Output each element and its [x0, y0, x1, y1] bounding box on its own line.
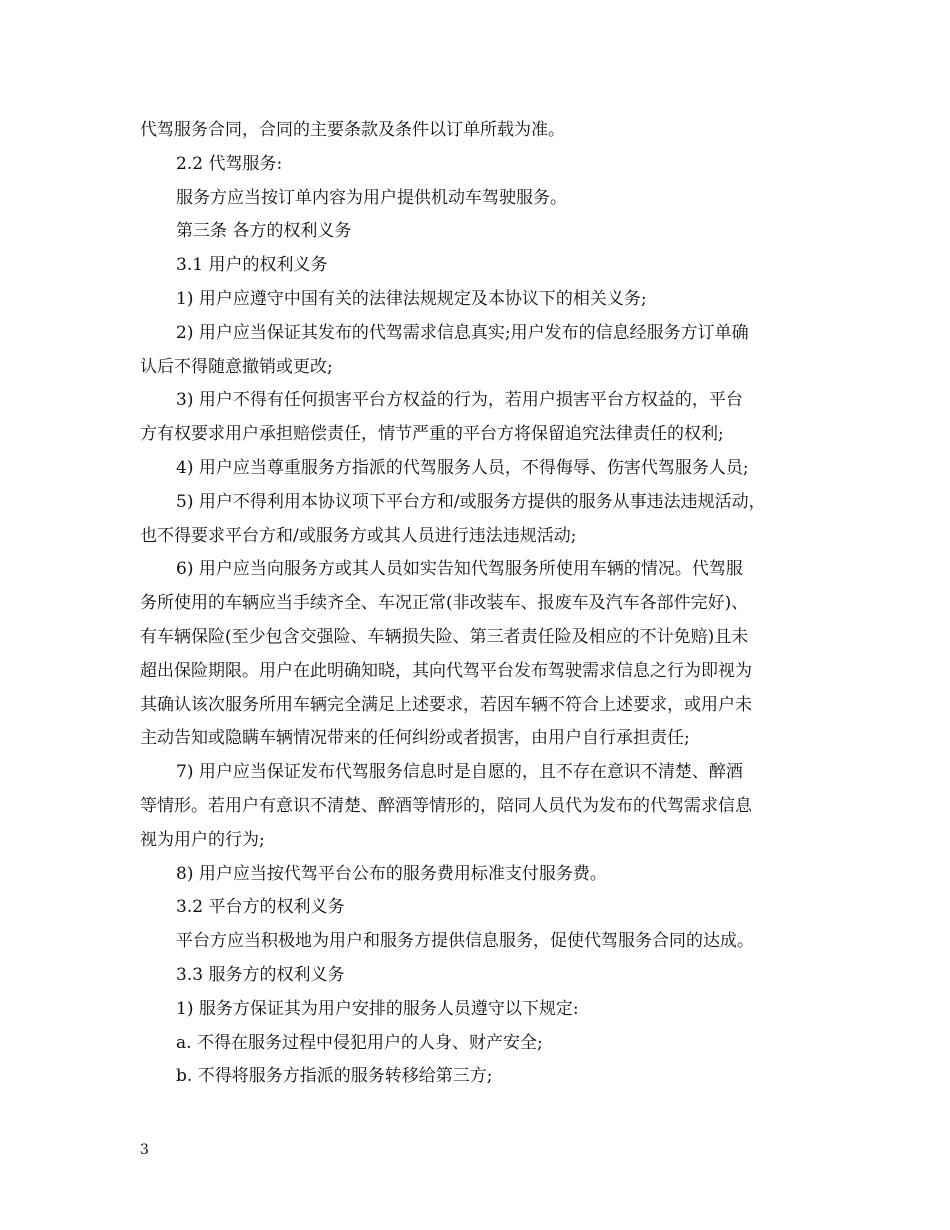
text-line: 平台方应当积极地为用户和服务方提供信息服务，促使代驾服务合同的达成。 — [176, 931, 754, 952]
text-line: 1) 用户应遵守中国有关的法律法规规定及本协议下的相关义务; — [176, 288, 647, 309]
text-line: 5) 用户不得利用本协议项下平台方和/或服务方提供的服务从事违法违规活动， — [176, 491, 766, 512]
text-line: 等情形。若用户有意识不清楚、醉酒等情形的，陪同人员代为发布的代驾需求信息 — [140, 795, 752, 816]
text-line: 服务方应当按订单内容为用户提供机动车驾驶服务。 — [176, 187, 567, 208]
text-line: 6) 用户应当向服务方或其人员如实告知代驾服务所使用车辆的情况。代驾服 — [176, 559, 743, 580]
text-line: 也不得要求平台方和/或服务方或其人员进行违法违规活动; — [140, 525, 577, 546]
text-line: 8) 用户应当按代驾平台公布的服务费用标准支付服务费。 — [176, 863, 607, 884]
text-line: 认后不得随意撤销或更改; — [140, 356, 333, 377]
text-line: 3.3 服务方的权利义务 — [176, 964, 345, 985]
text-line: 3.1 用户的权利义务 — [176, 255, 328, 276]
text-line: a. 不得在服务过程中侵犯用户的人身、财产安全; — [176, 1032, 543, 1053]
text-line: 4) 用户应当尊重服务方指派的代驾服务人员，不得侮辱、伤害代驾服务人员; — [176, 457, 749, 478]
text-line: 3) 用户不得有任何损害平台方权益的行为，若用户损害平台方权益的，平台 — [176, 390, 743, 411]
text-line: 超出保险期限。用户在此明确知晓，其向代驾平台发布驾驶需求信息之行为即视为 — [140, 660, 752, 681]
text-line: 2.2 代驾服务: — [176, 153, 283, 174]
text-line: 代驾服务合同，合同的主要条款及条件以订单所载为准。 — [140, 120, 565, 140]
text-line: 第三条 各方的权利义务 — [176, 221, 352, 242]
text-line: 方有权要求用户承担赔偿责任，情节严重的平台方将保留追究法律责任的权利; — [140, 424, 724, 445]
text-line: 2) 用户应当保证其发布的代驾需求信息真实;用户发布的信息经服务方订单确 — [176, 322, 749, 343]
text-line: 3.2 平台方的权利义务 — [176, 897, 345, 918]
text-line: 视为用户的行为; — [140, 829, 265, 850]
text-line: 务所使用的车辆应当手续齐全、车况正常(非改装车、报废车及汽车各部件完好)、 — [140, 593, 749, 614]
page-number: 3 — [140, 1142, 149, 1158]
document-body — [140, 114, 826, 1094]
text-line: 主动告知或隐瞒车辆情况带来的任何纠纷或者损害，由用户自行承担责任; — [140, 728, 690, 749]
text-line: 其确认该次服务所用车辆完全满足上述要求，若因车辆不符合上述要求，或用户未 — [140, 694, 752, 715]
text-line: 有车辆保险(至少包含交强险、车辆损失险、第三者责任险及相应的不计免赔)且未 — [140, 626, 749, 647]
text-line: 1) 服务方保证其为用户安排的服务人员遵守以下规定: — [176, 998, 579, 1019]
text-line: 7) 用户应当保证发布代驾服务信息时是自愿的，且不存在意识不清楚、醉酒 — [176, 762, 743, 783]
text-line: b. 不得将服务方指派的服务转移给第三方; — [176, 1066, 493, 1087]
